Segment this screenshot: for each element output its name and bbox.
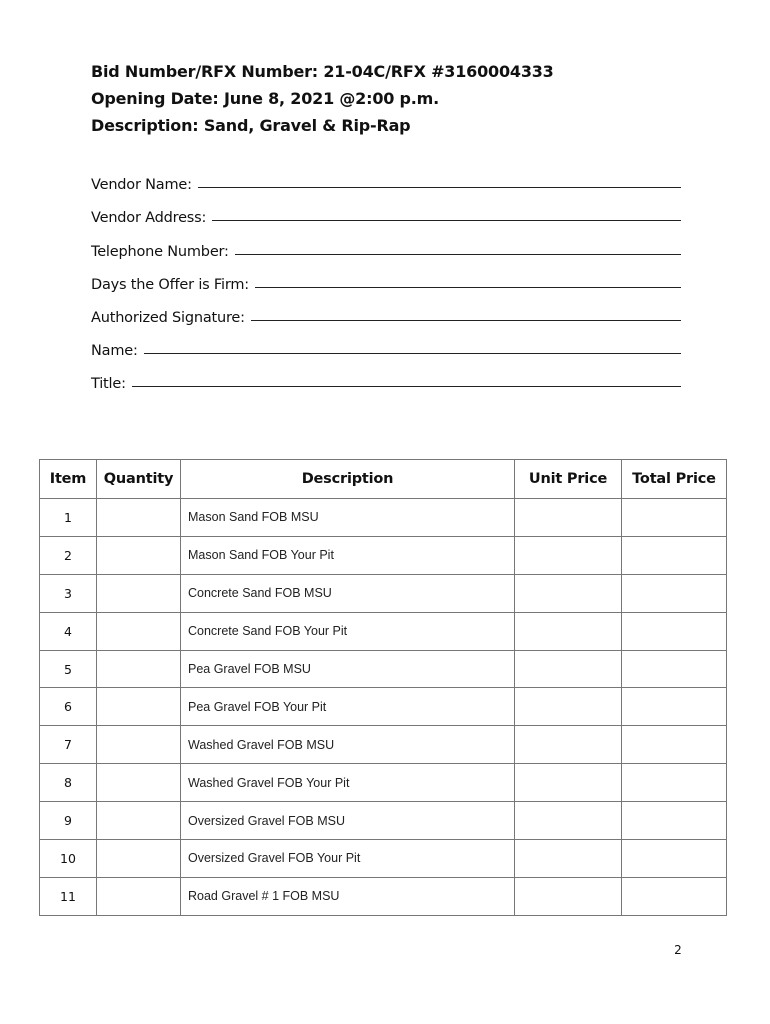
bid-items-table bbox=[39, 459, 727, 916]
item-number: 9 bbox=[40, 802, 97, 840]
quantity-cell[interactable] bbox=[97, 499, 181, 537]
table-row bbox=[40, 688, 727, 726]
telephone-number-label: Telephone Number: bbox=[91, 243, 229, 260]
item-number: 8 bbox=[40, 764, 97, 802]
total-price-cell[interactable] bbox=[622, 574, 727, 612]
item-number: 3 bbox=[40, 574, 97, 612]
telephone-number-field[interactable] bbox=[235, 253, 681, 255]
quantity-cell[interactable] bbox=[97, 650, 181, 688]
days-offer-firm-field[interactable] bbox=[255, 286, 681, 288]
quantity-cell[interactable] bbox=[97, 726, 181, 764]
item-number: 10 bbox=[40, 840, 97, 878]
unit-price-cell[interactable] bbox=[515, 840, 622, 878]
days-offer-firm-row bbox=[91, 260, 681, 293]
item-description: Washed Gravel FOB MSU bbox=[181, 726, 515, 764]
table-row bbox=[40, 877, 727, 915]
name-row bbox=[91, 326, 681, 359]
total-price-cell[interactable] bbox=[622, 650, 727, 688]
item-number: 11 bbox=[40, 877, 97, 915]
table-row bbox=[40, 574, 727, 612]
table-row bbox=[40, 612, 727, 650]
bid-number: Bid Number/RFX Number: 21-04C/RFX #3160004333 bbox=[91, 62, 554, 81]
days-offer-firm-label: Days the Offer is Firm: bbox=[91, 276, 249, 293]
unit-price-cell[interactable] bbox=[515, 688, 622, 726]
table-row bbox=[40, 726, 727, 764]
vendor-address-label: Vendor Address: bbox=[91, 210, 207, 227]
item-number: 1 bbox=[40, 499, 97, 537]
total-price-cell[interactable] bbox=[622, 688, 727, 726]
item-description: Pea Gravel FOB MSU bbox=[181, 650, 515, 688]
description-column-header: Description bbox=[181, 460, 515, 499]
vendor-name-field[interactable] bbox=[198, 186, 681, 188]
item-description: Washed Gravel FOB Your Pit bbox=[181, 764, 515, 802]
table-row bbox=[40, 840, 727, 878]
unit-price-cell[interactable] bbox=[515, 574, 622, 612]
unit-price-cell[interactable] bbox=[515, 764, 622, 802]
title-field[interactable] bbox=[132, 385, 681, 387]
table-row bbox=[40, 802, 727, 840]
vendor-name-label: Vendor Name: bbox=[91, 177, 192, 194]
authorized-signature-field[interactable] bbox=[251, 319, 681, 321]
vendor-fields bbox=[91, 160, 681, 392]
unit-price-cell[interactable] bbox=[515, 536, 622, 574]
quantity-column-header: Quantity bbox=[97, 460, 181, 499]
unit-price-column-header: Unit Price bbox=[515, 460, 622, 499]
unit-price-cell[interactable] bbox=[515, 802, 622, 840]
item-number: 4 bbox=[40, 612, 97, 650]
total-price-cell[interactable] bbox=[622, 802, 727, 840]
item-number: 5 bbox=[40, 650, 97, 688]
quantity-cell[interactable] bbox=[97, 840, 181, 878]
item-description: Pea Gravel FOB Your Pit bbox=[181, 688, 515, 726]
quantity-cell[interactable] bbox=[97, 536, 181, 574]
item-description: Road Gravel # 1 FOB MSU bbox=[181, 877, 515, 915]
vendor-name-row bbox=[91, 160, 681, 193]
authorized-signature-label: Authorized Signature: bbox=[91, 309, 245, 326]
item-description: Mason Sand FOB MSU bbox=[181, 499, 515, 537]
unit-price-cell[interactable] bbox=[515, 726, 622, 764]
item-description: Mason Sand FOB Your Pit bbox=[181, 536, 515, 574]
authorized-signature-row bbox=[91, 293, 681, 326]
telephone-number-row bbox=[91, 226, 681, 259]
unit-price-cell[interactable] bbox=[515, 612, 622, 650]
title-row bbox=[91, 359, 681, 392]
item-description: Oversized Gravel FOB Your Pit bbox=[181, 840, 515, 878]
quantity-cell[interactable] bbox=[97, 764, 181, 802]
total-price-column-header: Total Price bbox=[622, 460, 727, 499]
table-row bbox=[40, 536, 727, 574]
total-price-cell[interactable] bbox=[622, 877, 727, 915]
total-price-cell[interactable] bbox=[622, 840, 727, 878]
quantity-cell[interactable] bbox=[97, 688, 181, 726]
name-label: Name: bbox=[91, 343, 138, 360]
title-label: Title: bbox=[91, 376, 126, 393]
vendor-address-row bbox=[91, 193, 681, 226]
item-number: 2 bbox=[40, 536, 97, 574]
quantity-cell[interactable] bbox=[97, 612, 181, 650]
unit-price-cell[interactable] bbox=[515, 499, 622, 537]
name-field[interactable] bbox=[144, 352, 681, 354]
item-number: 7 bbox=[40, 726, 97, 764]
table-row bbox=[40, 650, 727, 688]
table-header-row bbox=[40, 460, 727, 499]
total-price-cell[interactable] bbox=[622, 726, 727, 764]
item-number: 6 bbox=[40, 688, 97, 726]
total-price-cell[interactable] bbox=[622, 612, 727, 650]
item-description: Oversized Gravel FOB MSU bbox=[181, 802, 515, 840]
opening-date: Opening Date: June 8, 2021 @2:00 p.m. bbox=[91, 89, 440, 108]
item-description: Concrete Sand FOB MSU bbox=[181, 574, 515, 612]
total-price-cell[interactable] bbox=[622, 764, 727, 802]
total-price-cell[interactable] bbox=[622, 499, 727, 537]
vendor-address-field[interactable] bbox=[212, 219, 681, 221]
unit-price-cell[interactable] bbox=[515, 650, 622, 688]
quantity-cell[interactable] bbox=[97, 877, 181, 915]
item-column-header: Item bbox=[40, 460, 97, 499]
quantity-cell[interactable] bbox=[97, 574, 181, 612]
unit-price-cell[interactable] bbox=[515, 877, 622, 915]
table-row bbox=[40, 764, 727, 802]
page-number: 2 bbox=[674, 943, 682, 957]
bid-description: Description: Sand, Gravel & Rip-Rap bbox=[91, 116, 411, 135]
bid-header bbox=[91, 58, 691, 139]
total-price-cell[interactable] bbox=[622, 536, 727, 574]
quantity-cell[interactable] bbox=[97, 802, 181, 840]
table-row bbox=[40, 499, 727, 537]
item-description: Concrete Sand FOB Your Pit bbox=[181, 612, 515, 650]
